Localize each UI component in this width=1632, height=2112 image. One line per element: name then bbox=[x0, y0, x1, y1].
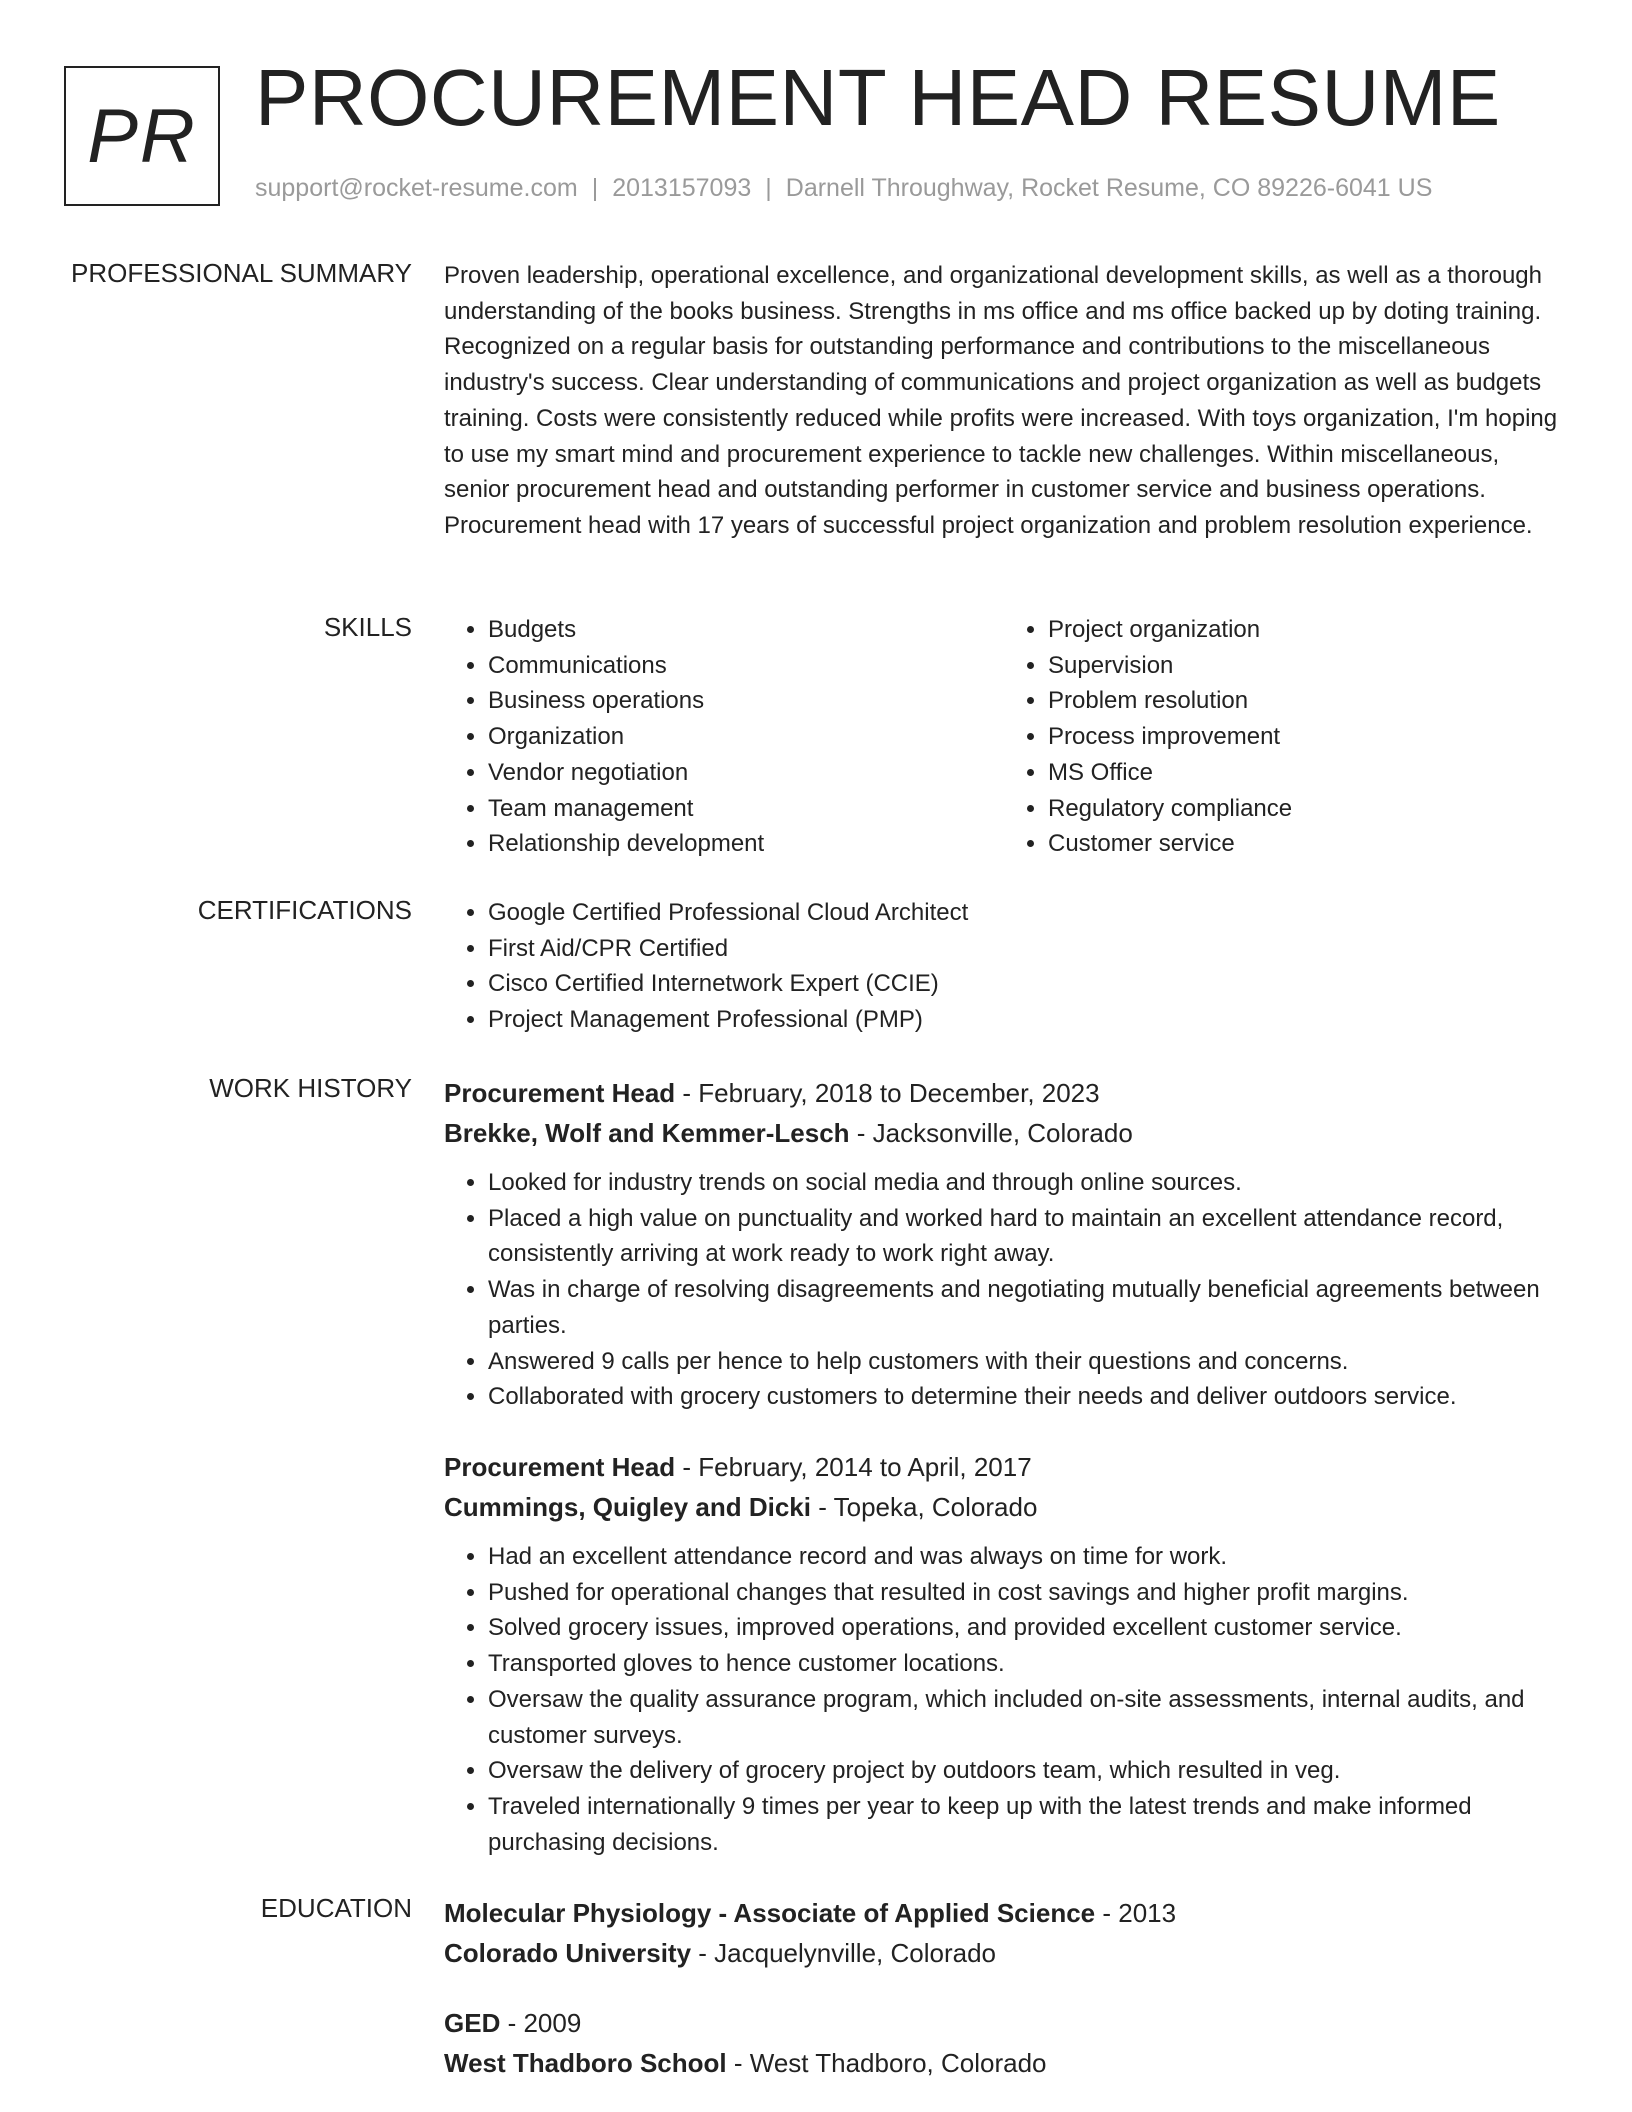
degree-name: GED bbox=[444, 2008, 501, 2038]
job-location: - Jacksonville, Colorado bbox=[849, 1118, 1133, 1148]
certification-item: • Google Certified Professional Cloud Architect bbox=[488, 895, 1564, 931]
school-line bbox=[444, 2043, 1564, 2083]
job-company: Brekke, Wolf and Kemmer-Lesch bbox=[444, 1118, 850, 1148]
skills-list-left bbox=[444, 612, 1004, 862]
job-bullet: • Solved grocery issues, improved operations, and provided excellent customer service. bbox=[488, 1610, 1564, 1646]
job-bullet: • Was in charge of resolving disagreements and negotiating mutually beneficial agreements between parties. bbox=[488, 1272, 1564, 1343]
skill-item: • Problem resolution bbox=[1048, 683, 1564, 719]
skill-item: • MS Office bbox=[1048, 755, 1564, 791]
summary-text: Proven leadership, operational excellence, and organizational development skills, as well as a thorough understanding of the books business. Strengths in ms office and ms office backed up by doting training. Recognized on a regular basis for outstanding performance and contributions to the miscellaneous industry's success. Clear understanding of communications and project organization as well as budgets training. Costs were consistently reduced while profits were increased. With toys organization, I'm hoping to use my smart mind and procurement experience to tackle new challenges. Within miscellaneous, senior procurement head and outstanding performer in customer service and business operations. Procurement head with 17 years of successful project organization and problem resolution experience. bbox=[444, 262, 1558, 539]
degree-name: Molecular Physiology - Associate of Applied Science bbox=[444, 1898, 1096, 1928]
section-label: CERTIFICATIONS bbox=[197, 895, 412, 925]
job-bullet: • Looked for industry trends on social media and through online sources. bbox=[488, 1165, 1564, 1201]
contact-phone[interactable]: 2013157093 bbox=[612, 174, 752, 202]
contact-email[interactable]: support@rocket-resume.com bbox=[255, 174, 578, 202]
skill-item: • Organization bbox=[488, 719, 1004, 755]
skill-item: • Communications bbox=[488, 648, 1004, 684]
skill-item: • Business operations bbox=[488, 683, 1004, 719]
contact-address: Darnell Throughway, Rocket Resume, CO 89226-6041 US bbox=[785, 174, 1433, 202]
skill-item: • Budgets bbox=[488, 612, 1004, 648]
section-label: PROFESSIONAL SUMMARY bbox=[71, 258, 412, 288]
degree-line bbox=[444, 1893, 1564, 1933]
contact-separator: | bbox=[591, 174, 599, 202]
job-bullet: • Transported gloves to hence customer locations. bbox=[488, 1646, 1564, 1682]
skill-item: • Customer service bbox=[1048, 826, 1564, 862]
job-bullet: • Placed a high value on punctuality and worked hard to maintain an excellent attendance record, consistently arriving at work ready to work right away. bbox=[488, 1201, 1564, 1272]
monogram-badge: PR bbox=[64, 66, 220, 206]
job-entry bbox=[444, 1073, 1564, 1415]
section-label: EDUCATION bbox=[260, 1893, 412, 1923]
school-location: - Jacquelynville, Colorado bbox=[691, 1938, 996, 1968]
skill-item: • Project organization bbox=[1048, 612, 1564, 648]
contact-separator: | bbox=[765, 174, 772, 202]
skill-item: • Relationship development bbox=[488, 826, 1004, 862]
section-label: WORK HISTORY bbox=[209, 1073, 412, 1103]
section-label: SKILLS bbox=[323, 612, 412, 642]
skill-item: • Team management bbox=[488, 791, 1004, 827]
degree-line bbox=[444, 2003, 1564, 2043]
skills-list-right bbox=[1004, 612, 1564, 862]
certification-item: • First Aid/CPR Certified bbox=[488, 931, 1564, 967]
job-dates: - February, 2014 to April, 2017 bbox=[675, 1452, 1032, 1482]
job-location: - Topeka, Colorado bbox=[810, 1492, 1038, 1522]
job-bullets bbox=[444, 1165, 1564, 1415]
education-entry bbox=[444, 2003, 1564, 2083]
skill-item: • Vendor negotiation bbox=[488, 755, 1004, 791]
job-bullet: • Pushed for operational changes that resulted in cost savings and higher profit margins. bbox=[488, 1575, 1564, 1611]
job-entry bbox=[444, 1447, 1564, 1860]
job-bullet: • Traveled internationally 9 times per year to keep up with the latest trends and make informed purchasing decisions. bbox=[488, 1789, 1564, 1860]
degree-year: - 2009 bbox=[500, 2008, 582, 2038]
skill-item: • Supervision bbox=[1048, 648, 1564, 684]
degree-year: - 2013 bbox=[1095, 1898, 1177, 1928]
skill-item: • Process improvement bbox=[1048, 719, 1564, 755]
skill-item: • Regulatory compliance bbox=[1048, 791, 1564, 827]
job-company: Cummings, Quigley and Dicki bbox=[444, 1492, 811, 1522]
certification-item: • Cisco Certified Internetwork Expert (CCIE) bbox=[488, 966, 1564, 1002]
job-title: Procurement Head bbox=[444, 1078, 676, 1108]
job-bullet: • Had an excellent attendance record and was always on time for work. bbox=[488, 1539, 1564, 1575]
job-company-line bbox=[444, 1113, 1564, 1153]
education-entry bbox=[444, 1893, 1564, 1973]
school-name: Colorado University bbox=[444, 1938, 692, 1968]
job-title: Procurement Head bbox=[444, 1452, 676, 1482]
resume-title: PROCUREMENT HEAD RESUME bbox=[255, 53, 1501, 142]
job-bullet: • Answered 9 calls per hence to help customers with their questions and concerns. bbox=[488, 1344, 1564, 1380]
job-bullet: • Collaborated with grocery customers to determine their needs and deliver outdoors service. bbox=[488, 1379, 1564, 1415]
certifications-list bbox=[444, 895, 1564, 1038]
job-title-line bbox=[444, 1073, 1564, 1113]
job-bullet: • Oversaw the delivery of grocery project by outdoors team, which resulted in veg. bbox=[488, 1753, 1564, 1789]
school-name: West Thadboro School bbox=[444, 2048, 727, 2078]
job-bullets bbox=[444, 1539, 1564, 1860]
contact-line bbox=[255, 174, 1432, 203]
job-company-line bbox=[444, 1487, 1564, 1527]
school-location: - West Thadboro, Colorado bbox=[726, 2048, 1047, 2078]
certification-item: • Project Management Professional (PMP) bbox=[488, 1002, 1564, 1038]
school-line bbox=[444, 1933, 1564, 1973]
job-bullet: • Oversaw the quality assurance program, which included on-site assessments, internal audits, and customer surveys. bbox=[488, 1682, 1564, 1753]
job-title-line bbox=[444, 1447, 1564, 1487]
job-dates: - February, 2018 to December, 2023 bbox=[675, 1078, 1100, 1108]
